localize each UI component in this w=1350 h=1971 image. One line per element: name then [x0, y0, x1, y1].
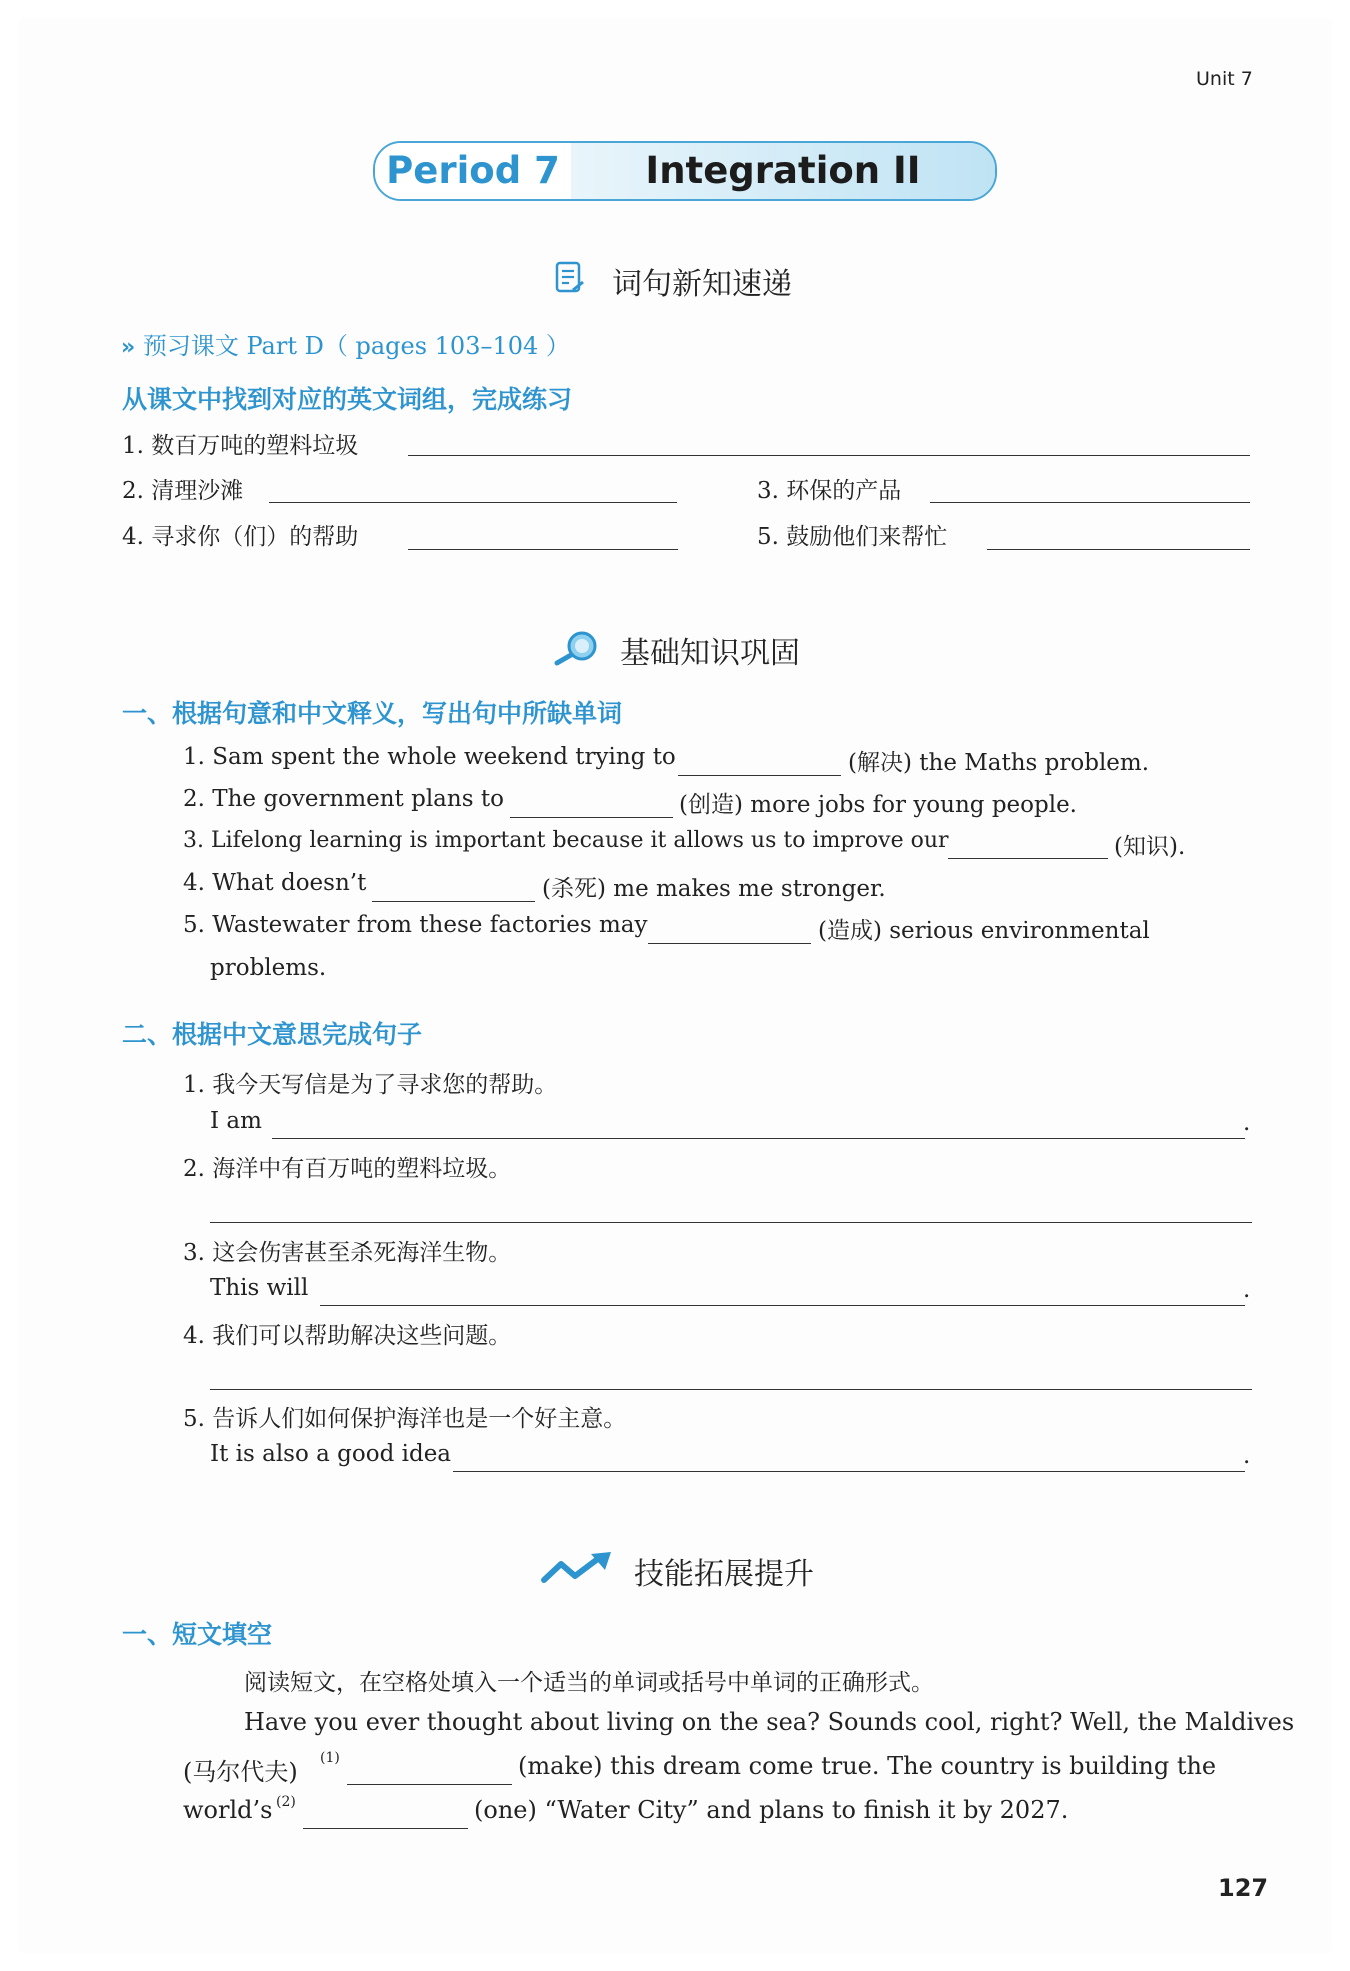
section-heading-skills: 技能拓展提升	[634, 1557, 814, 1592]
blank-number-2: (2)	[276, 1794, 296, 1810]
question-2-pre: 2. The government plans to	[183, 786, 504, 812]
question-4-pre: 4. What doesn’t	[183, 870, 367, 896]
topic-label: Integration II	[571, 143, 995, 199]
double-chevron-icon: »	[121, 335, 136, 360]
passage-line-2-post: (make) this dream come true. The country is building the	[518, 1752, 1217, 1780]
part1-title: 一、根据句意和中文释义，写出句中所缺单词	[122, 699, 623, 728]
passage-line-2-pre: (马尔代夫)	[183, 1758, 298, 1786]
answer-line[interactable]	[453, 1471, 1245, 1472]
translate-item-3-cn: 3. 这会伤害甚至杀死海洋生物。	[183, 1240, 512, 1266]
answer-line[interactable]	[210, 1222, 1252, 1223]
preview-text: 预习课文 Part D（ pages 103–104 ）	[142, 332, 570, 360]
vocab-item-3: 3. 环保的产品	[757, 478, 902, 504]
period-mark: .	[1243, 1110, 1251, 1136]
translate-item-5-en: It is also a good idea	[210, 1441, 452, 1467]
answer-blank[interactable]	[408, 455, 1250, 456]
part1-cloze-title: 一、短文填空	[122, 1620, 273, 1649]
question-2-post: (创造) more jobs for young people.	[679, 792, 1077, 818]
section-heading-basics: 基础知识巩固	[620, 636, 800, 671]
preview-line	[121, 326, 570, 361]
translate-item-5-cn: 5. 告诉人们如何保护海洋也是一个好主意。	[183, 1406, 627, 1432]
part2-title: 二、根据中文意思完成句子	[122, 1020, 423, 1049]
cloze-instruction: 阅读短文，在空格处填入一个适当的单词或括号中单词的正确形式。	[244, 1670, 934, 1696]
passage-line-3-post: (one) “Water City” and plans to finish it by 2027.	[474, 1796, 1069, 1824]
question-1-pre: 1. Sam spent the whole weekend trying to	[183, 744, 676, 770]
question-5-continuation: problems.	[210, 955, 327, 981]
question-1-post: (解决) the Maths problem.	[848, 750, 1150, 776]
cloze-blank-2[interactable]	[303, 1828, 468, 1829]
section1-instruction: 从课文中找到对应的英文词组，完成练习	[122, 385, 573, 414]
vocab-item-1: 1. 数百万吨的塑料垃圾	[122, 433, 359, 459]
blank-number-1: (1)	[320, 1750, 340, 1766]
cloze-blank-1[interactable]	[347, 1784, 512, 1785]
passage-line-3-pre: world’s	[183, 1796, 273, 1824]
trend-arrow-icon	[541, 1552, 613, 1590]
answer-line[interactable]	[210, 1389, 1252, 1390]
magnifier-icon	[552, 628, 602, 672]
answer-blank[interactable]	[408, 549, 678, 550]
answer-blank[interactable]	[510, 817, 673, 818]
period-mark: .	[1243, 1277, 1251, 1303]
translate-item-3-en: This will	[210, 1275, 309, 1301]
section-heading-vocab: 词句新知速递	[612, 267, 792, 302]
question-4-post: (杀死) me makes me stronger.	[542, 876, 886, 902]
question-3-post: (知识).	[1114, 834, 1186, 860]
period-title-banner	[373, 141, 997, 201]
answer-line[interactable]	[320, 1305, 1245, 1306]
answer-blank[interactable]	[648, 943, 811, 944]
vocab-item-2: 2. 清理沙滩	[122, 478, 244, 504]
vocab-item-4: 4. 寻求你（们）的帮助	[122, 524, 359, 550]
answer-blank[interactable]	[987, 549, 1250, 550]
answer-blank[interactable]	[948, 858, 1108, 859]
question-3-pre: 3. Lifelong learning is important because it allows us to improve our	[183, 828, 949, 853]
period-mark: .	[1243, 1443, 1251, 1469]
translate-item-2-cn: 2. 海洋中有百万吨的塑料垃圾。	[183, 1156, 512, 1182]
answer-line[interactable]	[272, 1138, 1245, 1139]
vocab-item-5: 5. 鼓励他们来帮忙	[757, 524, 948, 550]
passage-line-1: Have you ever thought about living on the sea? Sounds cool, right? Well, the Maldives	[244, 1708, 1295, 1736]
question-5-post: (造成) serious environmental	[818, 918, 1150, 944]
page	[18, 18, 1332, 1953]
translate-item-4-cn: 4. 我们可以帮助解决这些问题。	[183, 1323, 512, 1349]
translate-item-1-cn: 1. 我今天写信是为了寻求您的帮助。	[183, 1072, 558, 1098]
notebook-icon	[553, 260, 587, 300]
answer-blank[interactable]	[269, 502, 677, 503]
answer-blank[interactable]	[930, 502, 1250, 503]
answer-blank[interactable]	[678, 775, 841, 776]
page-number: 127	[1218, 1874, 1269, 1902]
answer-blank[interactable]	[372, 901, 535, 902]
translate-item-1-en: I am	[210, 1108, 262, 1134]
question-5-pre: 5. Wastewater from these factories may	[183, 912, 648, 938]
unit-label: Unit 7	[1196, 68, 1253, 90]
period-label: Period 7	[375, 143, 571, 199]
